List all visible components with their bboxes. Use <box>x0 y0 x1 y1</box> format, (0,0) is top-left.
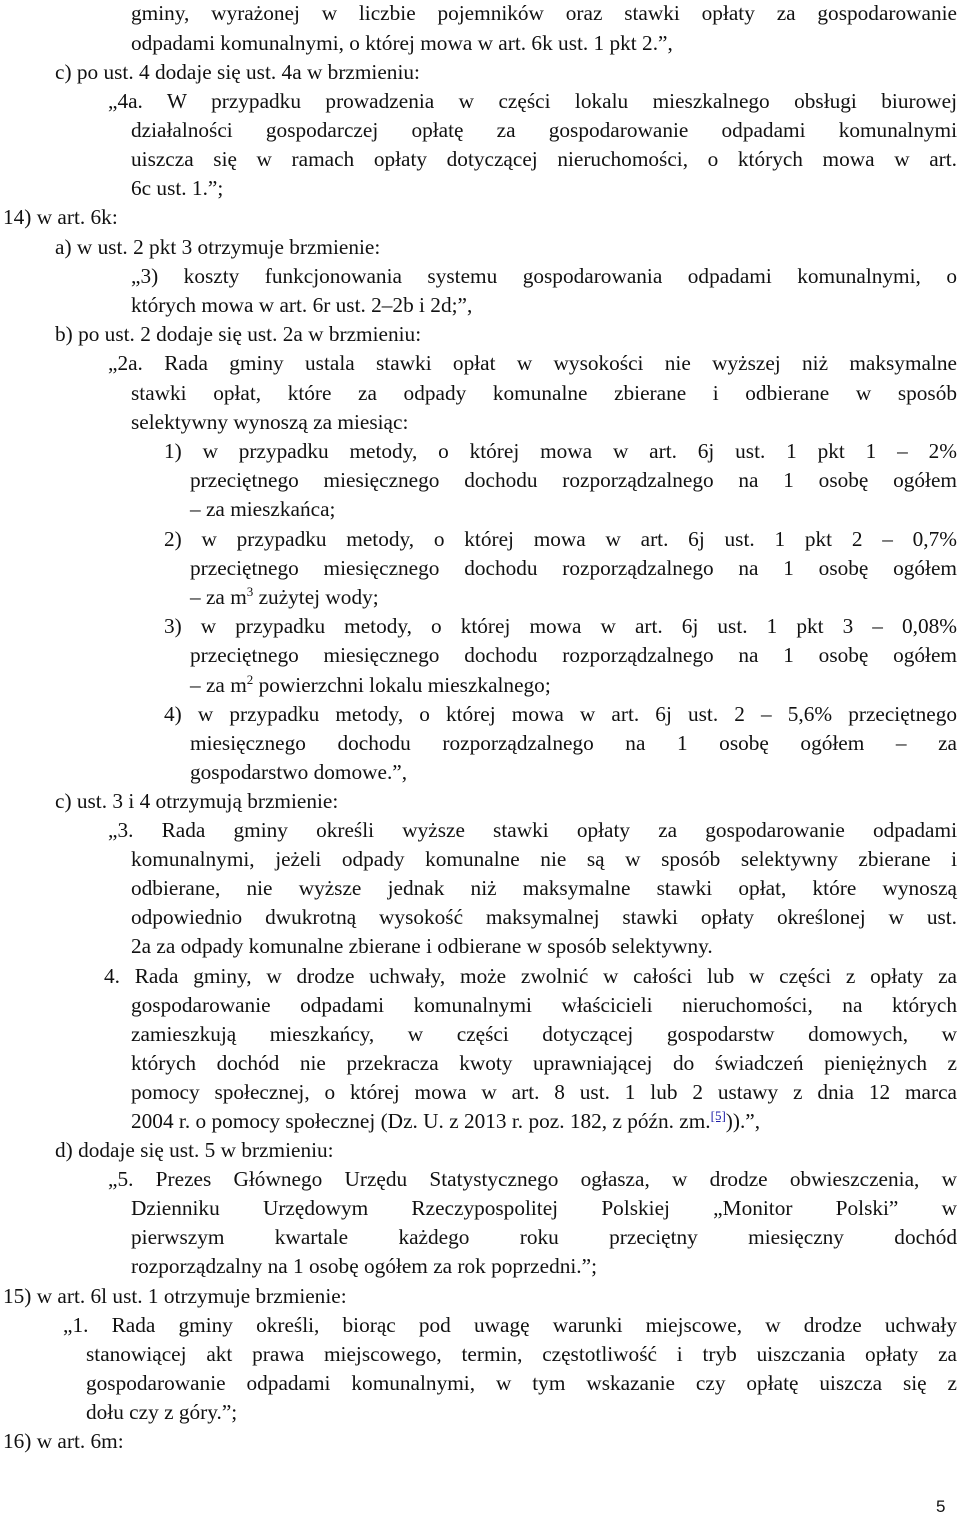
text-line <box>131 907 957 928</box>
page-number: 5 <box>936 1497 946 1516</box>
text-line <box>190 671 551 697</box>
line-text: 1) w przypadku metody, o której mowa w art. 6j ust. 1 pkt 1 – 2% <box>164 439 957 463</box>
text-line <box>190 733 957 754</box>
text-line <box>164 704 957 725</box>
text-line <box>55 324 421 345</box>
line-text: b) po ust. 2 dodaje się ust. 2a w brzmieniu: <box>55 322 422 346</box>
line-text: 6c ust. 1.”; <box>131 176 224 200</box>
line-text: 2) w przypadku metody, o której mowa w art. 6j ust. 1 pkt 2 – 0,7% <box>164 527 957 551</box>
text-line <box>131 878 957 899</box>
text-line <box>131 295 472 316</box>
line-text: pomocy społecznej, o której mowa w art. 8 ust. 1 lub 2 ustawy z dnia 12 marca <box>131 1080 957 1104</box>
line-text: „1. Rada gminy określi, biorąc pod uwagę warunki miejscowe, w drodze uchwały <box>63 1313 957 1337</box>
line-text: przeciętnego miesięcznego dochodu rozporządzalnego na 1 osobę ogółem <box>190 468 957 492</box>
text-line <box>86 1344 957 1365</box>
line-text: c) ust. 3 i 4 otrzymują brzmienie: <box>55 789 339 813</box>
text-line <box>131 120 957 141</box>
text-line <box>131 1024 957 1045</box>
text-line <box>131 849 957 870</box>
text-line <box>55 1140 334 1161</box>
text-line <box>108 820 957 841</box>
text-line <box>3 207 118 228</box>
text-line <box>131 1108 761 1133</box>
line-text: zamieszkują mieszkańcy, w części dotyczącej gospodarstw domowych, w <box>131 1022 957 1046</box>
line-text: Dzienniku Urzędowym Rzeczypospolitej Polskiej „Monitor Polski” w <box>131 1196 957 1220</box>
text-line <box>131 383 957 404</box>
line-text: „4a. W przypadku prowadzenia w części lokalu mieszkalnego obsługi biurowej <box>108 89 957 113</box>
line-text: „3. Rada gminy określi wyższe stawki opłaty za gospodarowanie odpadami <box>108 818 957 842</box>
text-line <box>86 1373 957 1394</box>
text-line <box>3 1431 124 1452</box>
text-line <box>190 558 957 579</box>
text-line <box>131 266 957 287</box>
line-text: stawki opłat, które za odpady komunalne zbierane i odbierane w sposób <box>131 381 957 405</box>
line-text: a) w ust. 2 pkt 3 otrzymuje brzmienie: <box>55 235 381 259</box>
text-line <box>131 1227 957 1248</box>
line-text: odpowiednio dwukrotną wysokość maksymalnej stawki opłaty określonej w ust. <box>131 905 957 929</box>
text-line <box>86 1402 237 1423</box>
text-line <box>164 529 957 550</box>
line-text: d) dodaje się ust. 5 w brzmieniu: <box>55 1138 334 1162</box>
text-line <box>190 470 957 491</box>
text-line <box>131 1082 957 1103</box>
text-line <box>131 995 957 1016</box>
text-line <box>3 1286 347 1307</box>
line-text: odbierane, nie wyższe jednak niż maksymalne stawki opłat, które wynoszą <box>131 876 957 900</box>
line-text: pierwszym kwartale każdego roku przeciętny miesięczny dochód <box>131 1225 957 1249</box>
line-text: których dochód nie przekracza kwoty uprawniającej do świadczeń pieniężnych z <box>131 1051 957 1075</box>
text-line <box>108 353 957 374</box>
text-line <box>190 645 957 666</box>
line-text: 15) w art. 6l ust. 1 otrzymuje brzmienie: <box>3 1284 347 1308</box>
line-text: miesięcznego dochodu rozporządzalnego na 1 osobę ogółem – za <box>190 731 957 755</box>
line-text: „5. Prezes Głównego Urzędu Statystycznego ogłasza, w drodze obwieszczenia, w <box>108 1167 957 1191</box>
line-text-tail: zużytej wody; <box>253 585 379 609</box>
line-text-tail: )).”, <box>725 1109 761 1133</box>
line-text: selektywny wynoszą za miesiąc: <box>131 410 409 434</box>
line-text: gospodarowanie odpadami komunalnymi, w tym wskazanie czy opłatę uiszcza się z <box>86 1371 957 1395</box>
text-line <box>108 91 957 112</box>
text-line <box>131 1256 597 1277</box>
text-line <box>164 441 957 462</box>
line-text: stanowiącej akt prawa miejscowego, termin, częstotliwość i tryb uiszczania opłaty za <box>86 1342 957 1366</box>
line-text: odpadami komunalnymi, o której mowa w art. 6k ust. 1 pkt 2.”, <box>131 31 673 55</box>
line-text: działalności gospodarczej opłatę za gospodarowanie odpadami komunalnymi <box>131 118 957 142</box>
text-line <box>104 966 957 987</box>
line-text: dołu czy z góry.”; <box>86 1400 238 1424</box>
line-text: 3) w przypadku metody, o której mowa w art. 6j ust. 1 pkt 3 – 0,08% <box>164 614 957 638</box>
text-line <box>108 1169 957 1190</box>
line-text: 14) w art. 6k: <box>3 205 118 229</box>
line-text: „3) koszty funkcjonowania systemu gospodarowania odpadami komunalnymi, o <box>131 264 957 288</box>
text-line <box>164 616 957 637</box>
text-line <box>55 62 420 83</box>
line-text: 2004 r. o pomocy społecznej (Dz. U. z 2013 r. poz. 182, z późn. zm. <box>131 1109 711 1133</box>
line-text: komunalnymi, jeżeli odpady komunalne nie są w sposób selektywny zbierane i <box>131 847 957 871</box>
line-text: – za mieszkańca; <box>190 497 336 521</box>
line-text: – za m <box>190 673 247 697</box>
text-line <box>131 149 957 170</box>
line-text-tail: powierzchni lokalu mieszkalnego; <box>253 673 551 697</box>
text-line <box>131 33 673 54</box>
line-text: 16) w art. 6m: <box>3 1429 124 1453</box>
text-line <box>55 791 338 812</box>
text-line <box>55 237 380 258</box>
line-text: 2a za odpady komunalne zbierane i odbierane w sposób selektywny. <box>131 934 713 958</box>
line-text: 4) w przypadku metody, o której mowa w art. 6j ust. 2 – 5,6% przeciętnego <box>164 702 957 726</box>
text-line <box>190 762 407 783</box>
superscript: 2 <box>246 671 254 687</box>
text-line <box>131 1198 957 1219</box>
line-text: 4. Rada gminy, w drodze uchwały, może zwolnić w całości lub w części z opłaty za <box>104 964 957 988</box>
line-text: c) po ust. 4 dodaje się ust. 4a w brzmieniu: <box>55 60 420 84</box>
text-line <box>131 178 223 199</box>
text-line <box>131 1053 957 1074</box>
superscript: 3 <box>246 583 254 599</box>
line-text: „2a. Rada gminy ustala stawki opłat w wysokości nie wyższej niż maksymalne <box>108 351 957 375</box>
line-text: gospodarstwo domowe.”, <box>190 760 408 784</box>
text-line <box>131 412 408 433</box>
text-line <box>190 499 335 520</box>
text-line <box>63 1315 957 1336</box>
line-text: których mowa w art. 6r ust. 2–2b i 2d;”, <box>131 293 473 317</box>
line-text: gospodarowanie odpadami komunalnymi właścicieli nieruchomości, na których <box>131 993 957 1017</box>
line-text: uiszcza się w ramach opłaty dotyczącej nieruchomości, o których mowa w art. <box>131 147 957 171</box>
footnote-link[interactable]: [5] <box>710 1108 726 1123</box>
line-text: – za m <box>190 585 247 609</box>
line-text: przeciętnego miesięcznego dochodu rozporządzalnego na 1 osobę ogółem <box>190 556 957 580</box>
text-line <box>131 936 713 957</box>
text-line <box>190 583 379 609</box>
text-line <box>131 3 957 24</box>
line-text: rozporządzalny na 1 osobę ogółem za rok poprzedni.”; <box>131 1254 597 1278</box>
line-text: gminy, wyrażonej w liczbie pojemników oraz stawki opłaty za gospodarowanie <box>131 1 957 25</box>
line-text: przeciętnego miesięcznego dochodu rozporządzalnego na 1 osobę ogółem <box>190 643 957 667</box>
